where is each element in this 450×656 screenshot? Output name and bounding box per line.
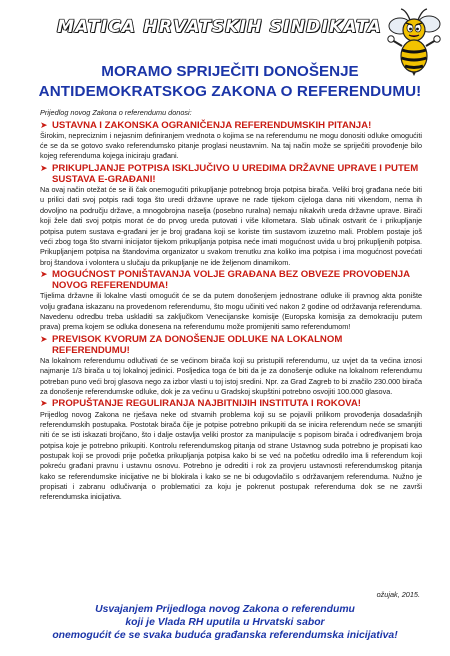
section-heading-text: MOGUĆNOST PONIŠTAVANJA VOLJE GRAĐANA BEZ OBVEZE PROVOĐENJA NOVOG REFERENDUMA! bbox=[52, 268, 410, 292]
section-heading-text: USTAVNA I ZAKONSKA OGRANIČENJA REFERENDUMSKIH PITANJA! bbox=[52, 119, 372, 131]
section-body: Tijelima državne ili lokalne vlasti omogućit će se da putem donošenjem jednostrane odluke ili pravnog akta ponište volju građana iskazanu na provedenom referendumu, što mogu učiniti već nakon 2 godine od održavanja referenduma. Navedenu odredbu treba uskladiti sa zaključkom Venecijanske komisije (Europska komisija za demokraciju putem prava) prema kojem se odluka donesena na referendumu može promijeniti samo referendumom! bbox=[40, 291, 422, 332]
section-missing-regulation bbox=[40, 398, 422, 502]
section-heading bbox=[40, 120, 422, 131]
lead-text: Prijedlog novog Zakona o referendumu donosi: bbox=[40, 108, 192, 117]
closing-line-2: koji je Vlada RH uputila u Hrvatski sabor bbox=[125, 617, 325, 628]
section-heading bbox=[40, 163, 422, 185]
masthead bbox=[52, 12, 387, 42]
section-body: Širokim, nepreciznim i nejasnim definiranjem vrednota o kojima se na referendumu ne mogu donositi odluke omogućiti će se da se gotovo svako referendumsko pitanje proglasi neustavnim. Na taj način može se spriječiti provođenje bilo kojeg referenduma kojega iniciraju građani. bbox=[40, 130, 422, 161]
chevron-right-icon: ➤ bbox=[40, 333, 48, 344]
chevron-right-icon: ➤ bbox=[40, 268, 48, 279]
section-heading bbox=[40, 269, 422, 291]
section-heading-text: PRIKUPLJANJE POTPISA ISKLJUČIVO U UREDIMA DRŽAVNE UPRAVE I PUTEM SUSTAVA E-GRAĐANI! bbox=[52, 162, 419, 185]
section-heading bbox=[40, 334, 422, 356]
section-body: Prijedlog novog Zakona ne rješava neke od stvarnih problema koji su se pojavili prilikom provođenja dosadašnjih referendumskih postupaka. Postotak birača čije je potpise potrebno prikupiti da se inicira referendum neće se smanjiti niti će se isti iskazati brojčano, što i dalje ostavlja veliki prostor za manipulacije s popisom birača i određivanjem broja potpisa koje je potrebno prikupiti. Kontrolu referendumskog pitanja od strane Ustavnog suda potrebno je propisati kao postupak koji se provodi prije početka prikupljanja potpisa kako bi se već na početku odredilo ima li referendum koji pokreću građani pravnu i ustavnu osnovu. Potrebno je odrediti i rok za provjeru ustavnosti referendumskog pitanja kako se referendumske inicijative ne bi blokirala i kako se ne bi odugovlačilo s održavanjem referenduma. Nužno je propisati i zabranu odlučivanja o problematici za koju je pokrenut postupak referenduma dok se ne završi referendumska inicijativa. bbox=[40, 409, 422, 502]
section-annulment bbox=[40, 269, 422, 333]
section-heading-text: PROPUŠTANJE REGULIRANJA NAJBITNIJIH INSTITUTA I ROKOVA! bbox=[52, 398, 361, 410]
section-body: Na ovaj način otežat će se ili čak onemogućiti prikupljanje potrebnog broja potpisa birača. Veliki broj građana neće biti u prilici dati svoj potpis radi toga što uredi državne uprave ne rade tijekom cijeloga dana niti vikendom, nema ih dovoljno na području države, a mnogobrojna naselja (posebno ruralna) nemaju nikakvih ureda državne uprave. Birači koji žele dati svoj potpis morat će do prvog ureda putovati i više kilometara. Slab učinak ostvarit će i prikupljanje potpisa putem sustava e-građani jer je broj građana koji se koriste tim sustavom izuzetno mali. Problem postaje još veći zbog toga što stvarni inicijator tijekom prikupljanja potpisa neće imati mogućnost uvida u broj prikupljenih potpisa. Prikupljanjem potpisa na štandovima organizator u svakom trenutku zna koliko ima potpisa i ima mogućnost povećati broj štandova i volontera u slučaju da prikupljanje ne ide željenom dinamikom. bbox=[40, 185, 422, 267]
closing-line-1: Usvajanjem Prijedloga novog Zakona o referendumu bbox=[95, 604, 355, 615]
chevron-right-icon: ➤ bbox=[40, 398, 48, 409]
section-heading-text: PREVISOK KVORUM ZA DONOŠENJE ODLUKE NA LOKALNOM REFERENDUMU! bbox=[52, 333, 343, 356]
section-body: Na lokalnom referendumu odlučivati će se većinom birača koji su pristupili referendumu, uz uvjet da ta većina iznosi najmanje 1/3 birača u toj lokalnoj jedinici. Posljedica toga će biti da je za donošenje odluke na lokalnom referendumu potreban puno veći broj glasova nego za izbor vlasti u toj istoj sredini. Npr. za Grad Zagreb to bi značilo 230.000 birača za donošenje referendumske odluke, dok je za većinu u Gradskoj skupštini potrebno osvojiti 100.000 glasova. bbox=[40, 356, 422, 397]
section-constitutional-limits bbox=[40, 120, 422, 162]
section-heading bbox=[40, 398, 422, 409]
closing-line-3: onemogućit će se svaka buduća građanska referendumska inicijativa! bbox=[52, 630, 398, 641]
headline-line-2: ANTIDEMOKRATSKOG ZAKONA O REFERENDUMU! bbox=[38, 83, 422, 100]
section-quorum bbox=[40, 334, 422, 398]
document-body bbox=[40, 108, 422, 503]
chevron-right-icon: ➤ bbox=[40, 162, 48, 173]
masthead-text: MATICA HRVATSKIH SINDIKATA bbox=[57, 17, 382, 37]
headline-line-1: MORAMO SPRIJEČITI DONOŠENJE bbox=[101, 63, 359, 80]
section-signature-collection bbox=[40, 163, 422, 268]
date-signoff: ožujak, 2015. bbox=[376, 590, 420, 599]
chevron-right-icon: ➤ bbox=[40, 119, 48, 130]
